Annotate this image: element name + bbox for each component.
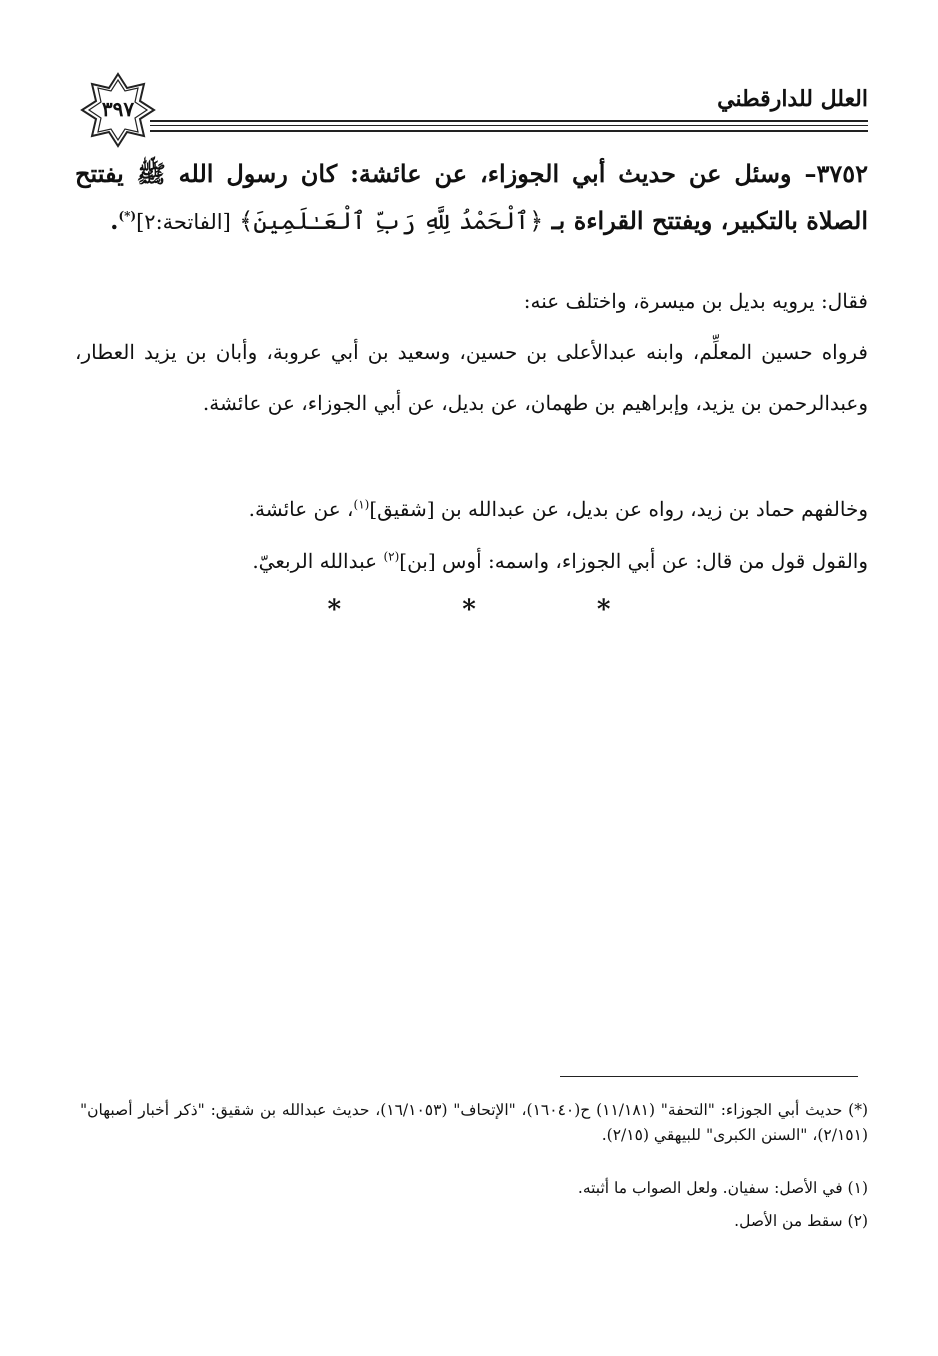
header-rule [150, 120, 868, 122]
footnote-rule [560, 1076, 858, 1077]
paragraph: فقال: يرويه بديل بن ميسرة، واختلف عنه: [523, 289, 868, 313]
entry-number: ٣٧٥٢– [804, 159, 868, 188]
entry-heading [75, 150, 868, 246]
quran-verse: ﴿ٱلْحَمْدُ لِلَّهِ رَبِّ ٱلْعَـٰلَمِينَ﴾ [239, 207, 544, 235]
section-separator: * * * [327, 595, 667, 625]
footnote-mark: (٢) [383, 549, 400, 564]
page-number-badge [80, 72, 156, 148]
paragraph [75, 536, 868, 587]
footnote-mark: (*) [118, 209, 137, 223]
footnote: (٢) سقط من الأصل. [734, 1212, 868, 1230]
header-rule [150, 125, 868, 126]
footnote: (*) حديث أبي الجوزاء: "التحفة" (١١/١٨١) ح(١٦٠٤٠)، "الإتحاف" (١٦/١٠٥٣)، حديث عبدالله بن شقيق: "ذكر أخبار أصبهان" (٢/١٥١)، "السنن الكبرى" للبيهقي (٢/١٥). [80, 1101, 868, 1144]
header-rule [150, 130, 868, 132]
paragraph [75, 484, 868, 535]
running-title: العلل للدارقطني [717, 86, 868, 112]
paragraph-text: عبدالله الربعيّ. [252, 549, 384, 573]
page-number: ٣٩٧ [101, 97, 135, 121]
paragraph: فرواه حسين المعلِّم، وابنه عبدالأعلى بن حسين، وسعيد بن أبي عروبة، وأبان بن يزيد العطار، وعبدالرحمن بن يزيد، وإبراهيم بن طهمان، عن بديل، عن أبي الجوزاء، عن عائشة. [75, 340, 868, 415]
paragraph-text: ، عن عائشة. [248, 497, 354, 521]
paragraph-text: وخالفهم حماد بن زيد، رواه عن بديل، عن عبدالله بن [شقيق] [369, 497, 868, 521]
entry-end: . [110, 206, 119, 235]
footnote-mark: (١) [353, 497, 370, 512]
paragraph-text: والقول قول من قال: عن أبي الجوزاء، واسمه: أوس [بن] [399, 549, 868, 573]
verse-reference: [الفاتحة:٢] [136, 210, 231, 234]
footnote: (١) في الأصل: سفيان. ولعل الصواب ما أثبته. [577, 1179, 868, 1197]
entry-question: وسئل عن حديث أبي الجوزاء، عن عائشة: كان رسول الله ﷺ يفتتح الصلاة بالتكبير، ويفتتح القراءة بـ [75, 159, 868, 235]
